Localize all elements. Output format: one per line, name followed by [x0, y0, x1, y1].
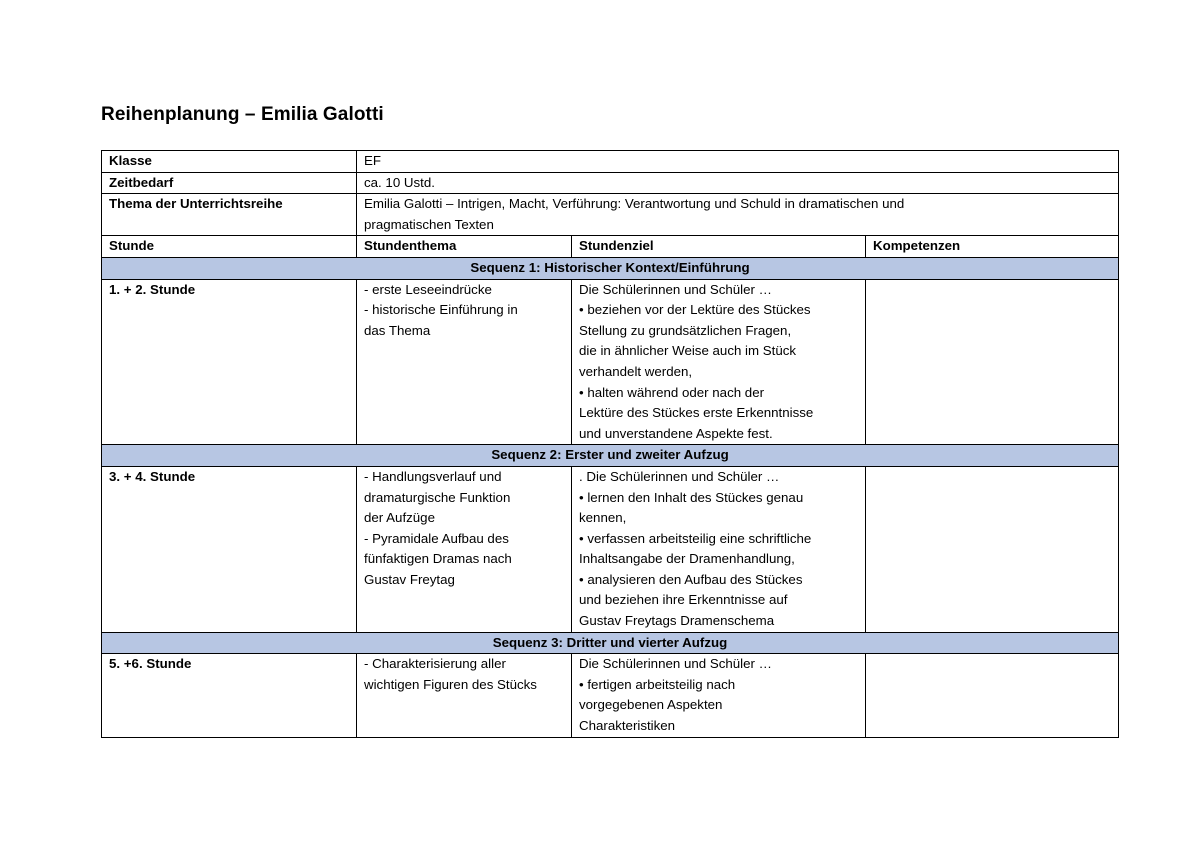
- text-line: das Thema: [364, 322, 431, 338]
- text-line: - erste Leseeindrücke: [364, 281, 492, 297]
- text-line: vorgegebenen Aspekten: [579, 697, 723, 713]
- row-zeitbedarf: [102, 172, 1119, 194]
- header-stundenziel: Stundenziel: [572, 236, 866, 258]
- table-row: [102, 279, 1119, 445]
- text-line: • halten während oder nach der: [579, 384, 765, 400]
- text-line: • fertigen arbeitsteilig nach: [579, 676, 736, 692]
- page-title: Reihenplanung – Emilia Galotti: [101, 104, 384, 125]
- text-line: Lektüre des Stückes erste Erkenntnisse: [579, 405, 814, 421]
- stunde-cell: 5. +6. Stunde: [102, 654, 357, 737]
- text-line: - Pyramidale Aufbau des: [364, 530, 509, 546]
- stunde-cell: 1. + 2. Stunde: [102, 279, 357, 445]
- text-line: fünfaktigen Dramas nach: [364, 551, 512, 567]
- text-line: - Handlungsverlauf und: [364, 468, 502, 484]
- row-klasse: [102, 151, 1119, 173]
- text-line: Stellung zu grundsätzlichen Fragen,: [579, 322, 792, 338]
- text-line: pragmatischen Texten: [364, 216, 494, 232]
- lesson-plan-table: [101, 150, 1119, 738]
- text-line: • verfassen arbeitsteilig eine schriftliche: [579, 530, 812, 546]
- sequence-header-2: [102, 445, 1119, 467]
- text-line: Inhaltsangabe der Dramenhandlung,: [579, 551, 795, 567]
- text-line: Emilia Galotti – Intrigen, Macht, Verführung: Verantwortung und Schuld in dramatischen und: [364, 196, 905, 212]
- text-line: kennen,: [579, 510, 627, 526]
- stundenthema-cell: [357, 654, 572, 737]
- text-line: verhandelt werden,: [579, 363, 693, 379]
- stundenziel-cell: [572, 466, 866, 632]
- sequence-header-1: [102, 257, 1119, 279]
- sequence-header-3: [102, 632, 1119, 654]
- sequence-title: Sequenz 1: Historischer Kontext/Einführung: [102, 257, 1119, 279]
- table-row: [102, 654, 1119, 737]
- text-line: Charakteristiken: [579, 718, 676, 734]
- stundenthema-cell: [357, 279, 572, 445]
- text-line: dramaturgische Funktion: [364, 489, 511, 505]
- stundenziel-cell: [572, 279, 866, 445]
- header-stundenthema: Stundenthema: [357, 236, 572, 258]
- thema-label: Thema der Unterrichtsreihe: [102, 194, 357, 236]
- kompetenzen-cell: [866, 654, 1119, 737]
- row-thema: [102, 194, 1119, 236]
- text-line: die in ähnlicher Weise auch im Stück: [579, 343, 797, 359]
- sequence-title: Sequenz 2: Erster und zweiter Aufzug: [102, 445, 1119, 467]
- text-line: Gustav Freytags Dramenschema: [579, 613, 775, 629]
- sequence-title: Sequenz 3: Dritter und vierter Aufzug: [102, 632, 1119, 654]
- text-line: • analysieren den Aufbau des Stückes: [579, 571, 803, 587]
- klasse-label: Klasse: [102, 151, 357, 173]
- kompetenzen-cell: [866, 279, 1119, 445]
- text-line: der Aufzüge: [364, 510, 435, 526]
- stundenziel-cell: [572, 654, 866, 737]
- text-line: . Die Schülerinnen und Schüler …: [579, 468, 780, 484]
- table-row: [102, 466, 1119, 632]
- header-kompetenzen: Kompetenzen: [866, 236, 1119, 258]
- header-row: [102, 236, 1119, 258]
- text-line: und unverstandene Aspekte fest.: [579, 425, 773, 441]
- text-line: - historische Einführung in: [364, 302, 518, 318]
- text-line: Die Schülerinnen und Schüler …: [579, 281, 772, 297]
- text-line: • beziehen vor der Lektüre des Stückes: [579, 302, 811, 318]
- stundenthema-cell: [357, 466, 572, 632]
- text-line: Gustav Freytag: [364, 571, 455, 587]
- text-line: Die Schülerinnen und Schüler …: [579, 656, 772, 672]
- stunde-cell: 3. + 4. Stunde: [102, 466, 357, 632]
- kompetenzen-cell: [866, 466, 1119, 632]
- text-line: • lernen den Inhalt des Stückes genau: [579, 489, 804, 505]
- header-stunde: Stunde: [102, 236, 357, 258]
- zeitbedarf-value: ca. 10 Ustd.: [357, 172, 1119, 194]
- text-line: - Charakterisierung aller: [364, 656, 506, 672]
- text-line: und beziehen ihre Erkenntnisse auf: [579, 592, 788, 608]
- text-line: wichtigen Figuren des Stücks: [364, 676, 537, 692]
- zeitbedarf-label: Zeitbedarf: [102, 172, 357, 194]
- thema-value: [357, 194, 1119, 236]
- klasse-value: EF: [357, 151, 1119, 173]
